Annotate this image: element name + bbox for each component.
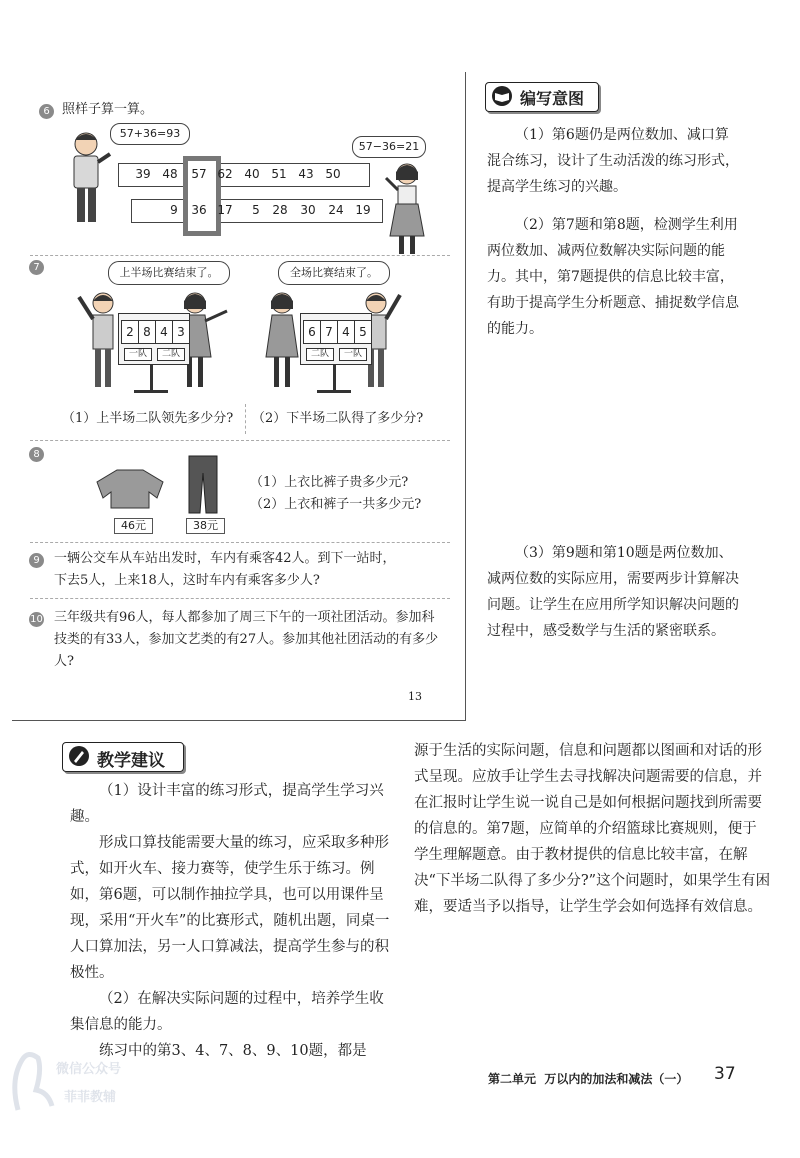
scoreboard-right [300,313,372,365]
score-digit: 2 [121,320,139,344]
exercise-8-question-1: （1）上衣比裤子贵多少元? [250,475,409,490]
team-label: 一队 [124,348,152,361]
suggestion-paragraph-5: 源于生活的实际问题，信息和问题都以图画和对话的形式呈现。应放手让学生去寻找解决问题需要的信息，并在汇报时让学生说一说自己是如何根据问题找到所需要的信息的。第7题，应简单的介绍篮球比赛规则，便于学生理解题意。由于教材提供的信息比较丰富，在解决“下半场二队得了多少分?”这个问题时，如果学生有困难，要适当予以指导，让学生学会如何选择有效信息。 [414,743,771,915]
row2-num: 24 [328,203,344,217]
footer-unit-title: 第二单元 万以内的加法和减法（一） [488,1072,689,1086]
team-label: 一队 [339,348,367,361]
exercise-6-instruction: 照样子算一算。 [62,102,154,117]
row1-num: 50 [325,167,341,181]
row2-num: 28 [272,203,288,217]
divider [245,404,247,434]
intent-paragraph-2: （2）第7题和第8题，检测学生利用两位数加、减两位数解决实际问题的能力。其中，第7题提供的信息比较丰富，有助于提高学生分析题意、捕捉数学信息的能力。 [487,217,739,337]
left-scene-speech-bubble: 上半场比赛结束了。 [108,261,230,285]
score-digit: 4 [155,320,173,344]
right-scene-speech-bubble: 全场比赛结束了。 [278,261,390,285]
textbook-page-number: 13 [408,690,422,703]
score-digit: 6 [303,320,321,344]
pants-price-tag: 38元 [186,518,225,534]
row2-num: 17 [217,203,233,217]
exercise-8-question-2: （2）上衣和裤子一共多少元? [250,497,422,512]
exercise-10-text: 三年级共有96人，每人都参加了周三下午的一项社团活动。参加科技类的有33人，参加文艺类的有27人。参加其他社团活动的有多少人? [54,610,439,669]
sweater-illustration [95,468,165,510]
separator [30,598,450,599]
score-digit: 8 [138,320,156,344]
row1-num: 39 [135,167,151,181]
teaching-suggestions-title: 教学建议 [97,751,165,771]
separator [30,542,450,543]
suggestion-paragraph-2: 形成口算技能需要大量的练习，应采取多种形式，如开火车、接力赛等，使学生乐于练习。例如，第6题，可以制作抽拉学具，也可以用课件呈现，采用“开火车”的比赛形式，随机出题，同桌一人口算加法，另一人口算减法，提高学生参与的积极性。 [70,835,390,981]
row2-num: 19 [355,203,371,217]
row2-num: 30 [300,203,316,217]
footer-page-number: 37 [714,1064,736,1084]
team-label: 二队 [157,348,185,361]
suggestion-paragraph-4: 练习中的第3、4、7、8、9、10题，都是 [99,1043,367,1059]
watermark-line-1: 微信公众号 [56,1062,122,1077]
row2-num: 36 [191,203,207,217]
number-row-top [118,163,368,185]
score-digit: 3 [172,320,190,344]
boy-illustration [62,128,112,230]
exercise-7-question-1: （1）上半场二队领先多少分? [62,411,234,426]
exercise-7-number: 7 [29,260,44,275]
row1-num: 62 [217,167,233,181]
exercise-6-number: 6 [39,104,54,119]
book-icon [490,85,514,107]
row1-num: 48 [162,167,178,181]
watermark-line-2: 菲菲教辅 [64,1090,117,1105]
scoreboard-left [118,313,190,365]
intent-paragraph-3: （3）第9题和第10题是两位数加、减两位数的实际应用，需要两步计算解决问题。让学生在应用所学知识解决问题的过程中，感受数学与生活的紧密联系。 [487,545,739,639]
scoreboard-stand [333,365,336,391]
girl-illustration [382,160,432,260]
row1-num: 51 [271,167,287,181]
suggestion-paragraph-1: （1）设计丰富的练习形式，提高学生学习兴趣。 [70,783,384,825]
watermark-hand-icon [8,1040,58,1120]
row1-num: 57 [191,167,207,181]
row1-num: 43 [298,167,314,181]
exercise-9-text: 一辆公交车从车站出发时，车内有乘客42人。到下一站时，下去5人，上来18人，这时车内有乘客多少人? [54,551,396,588]
teaching-suggestions-header [62,742,184,772]
score-digit: 5 [354,320,372,344]
boy-speech-bubble: 57+36=93 [110,123,190,145]
scoreboard-stand-base [134,390,168,393]
pants-illustration [186,455,220,515]
exercise-8-number: 8 [29,447,44,462]
row2-num: 5 [252,203,260,217]
suggestion-paragraph-3: （2）在解决实际问题的过程中，培养学生收集信息的能力。 [70,991,384,1033]
watermark [8,1030,168,1130]
score-digit: 4 [337,320,355,344]
exercise-7-question-2: （2）下半场二队得了多少分? [252,411,424,426]
scoreboard-stand [150,365,153,391]
separator [30,440,450,441]
number-row-bottom [131,199,381,221]
row2-num: 9 [170,203,178,217]
writing-intent-header [485,82,599,112]
girl-speech-bubble: 57−36=21 [352,136,426,158]
score-digit: 7 [320,320,338,344]
exercise-10-number: 10 [30,614,43,625]
row1-num: 40 [244,167,260,181]
team-label: 二队 [306,348,334,361]
intent-paragraph-1: （1）第6题仍是两位数加、减口算混合练习，设计了生动活泼的练习形式，提高学生练习的兴趣。 [487,127,739,195]
separator [30,255,450,256]
writing-intent-title: 编写意图 [520,89,585,108]
sweater-price-tag: 46元 [114,518,153,534]
pen-icon [67,745,91,767]
scoreboard-stand-base [317,390,351,393]
exercise-9-number: 9 [29,553,44,568]
